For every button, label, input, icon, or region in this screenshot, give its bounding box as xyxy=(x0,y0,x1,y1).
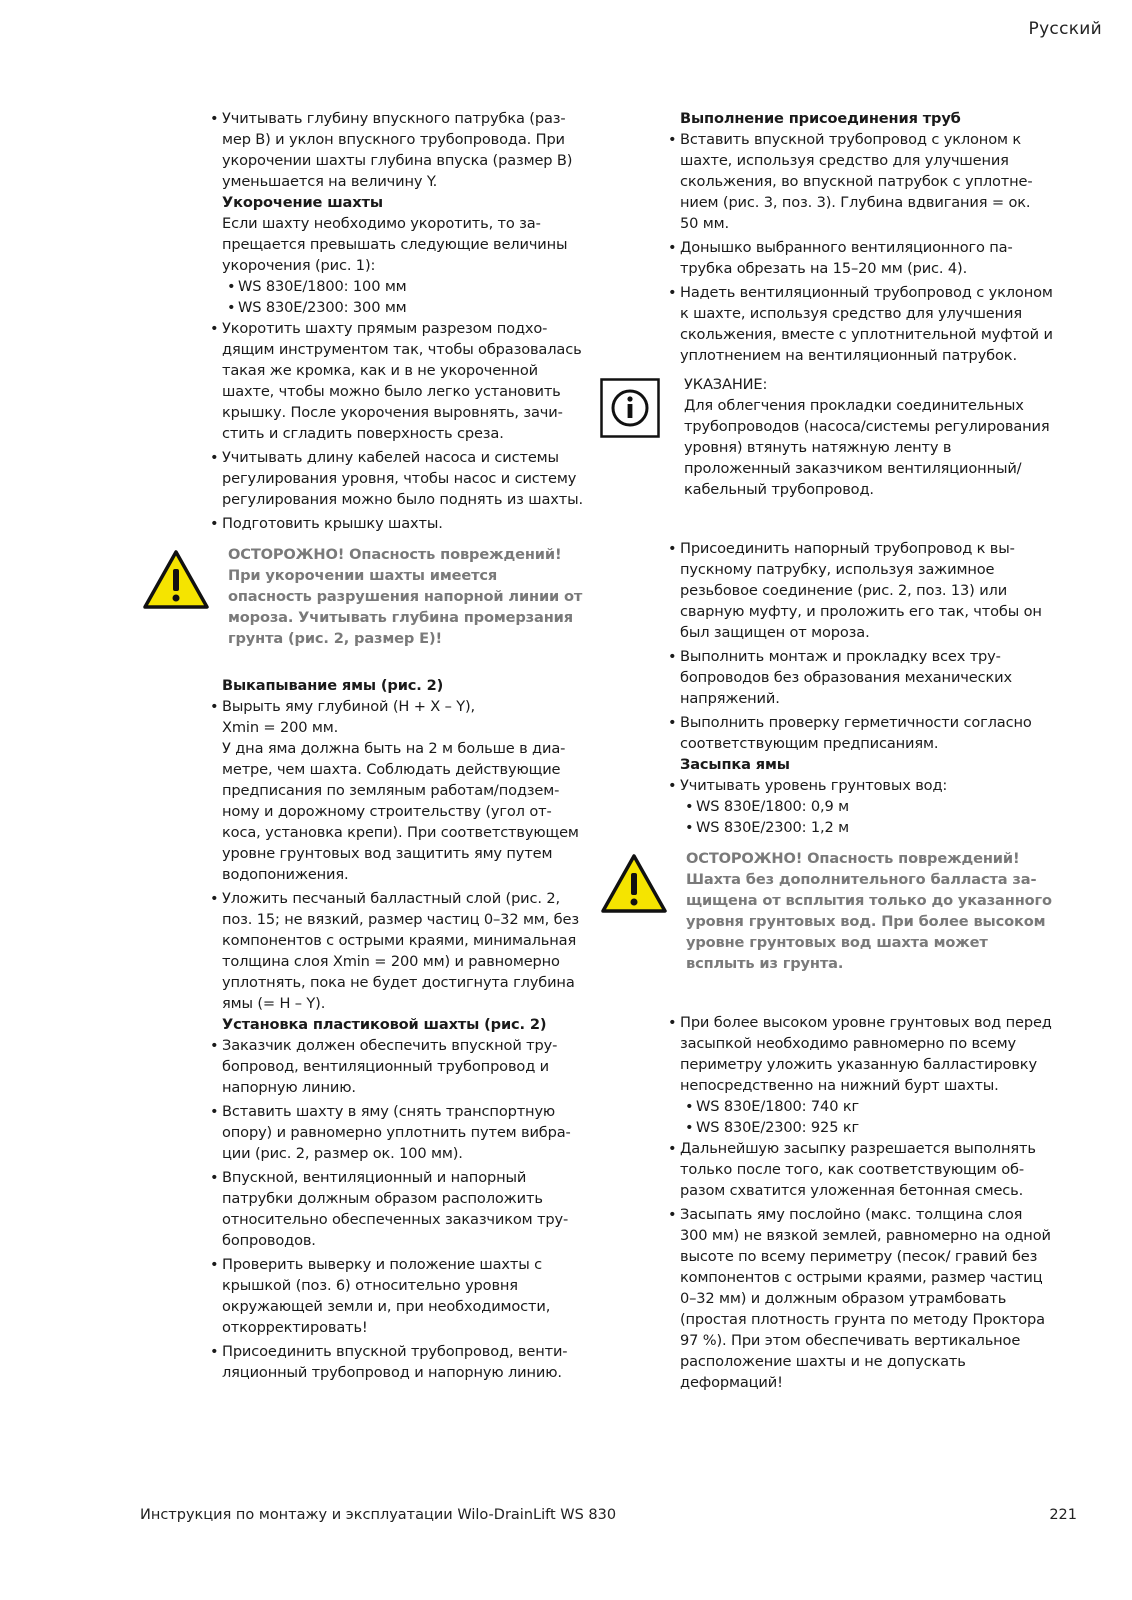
paragraph: Если шахту необходимо укоротить, то запрещается превышать следующие величины укорочения (рис. 1): xyxy=(222,215,568,274)
list-item: • Учитывать длину кабелей насоса и системы регулирования уровня, чтобы насос и систему регулирования можно было поднять из шахты. xyxy=(210,447,585,510)
list-item: • Засыпать яму послойно (макс. толщина слоя 300 мм) не вязкой землей, равномерно на одной высоте по всему периметру (песок/ гравий без компонентов с острыми краями, размер частиц 0–32 мм) и должным образом утрамбовать (простая плотность грунта по методу Проктора 97 %). При этом обеспечивать вертикальное расположение шахты и не допускать деформаций! xyxy=(668,1204,1053,1393)
section-heading-shortening: Укорочение шахты xyxy=(222,194,383,211)
sub-list-item: • WS 830E/2300: 925 кг xyxy=(668,1117,1053,1138)
list-item: • Вырыть яму глубиной (H + X – Y), xyxy=(210,696,585,717)
paragraph: У дна яма должна быть на 2 м больше в диаметре, чем шахта. Соблюдать действующие предписания по земляным работам/подземному и дорожному строительству (угол откоса, установка крепи). При соответствующем уровне грунтовых вод защитить яму путем водопонижения. xyxy=(222,740,579,883)
list-item: • Выполнить монтаж и прокладку всех трубопроводов без образования механических напряжений. xyxy=(668,646,1053,709)
info-icon xyxy=(600,378,660,438)
warning-triangle-icon xyxy=(600,853,668,915)
paragraph: Xmin = 200 мм. xyxy=(222,719,339,736)
section-heading-excavation: Выкапывание ямы (рис. 2) xyxy=(222,677,444,694)
list-item: • Дальнейшую засыпку разрешается выполнять только после того, как соответствующим образом схватится уложенная бетонная смесь. xyxy=(668,1138,1053,1201)
left-column xyxy=(210,108,585,1383)
note-title: УКАЗАНИЕ: xyxy=(684,376,768,393)
sub-list-item: • WS 830E/1800: 100 мм xyxy=(210,276,585,297)
list-item: • Учитывать глубину впускного патрубка (размер B) и уклон впускного трубопровода. При укорочении шахты глубина впуска (размер B) уменьшается на величину Y. xyxy=(210,108,585,192)
list-item: • Заказчик должен обеспечить впускной трубопровод, вентиляционный трубопровод и напорную линию. xyxy=(210,1035,585,1098)
sub-list-item: • WS 830E/2300: 1,2 м xyxy=(668,817,1053,838)
list-item: • Вставить впускной трубопровод с уклоном к шахте, используя средство для улучшения скольжения, во впускной патрубок с уплотнением (рис. 3, поз. 3). Глубина вдвигания = ок. 50 мм. xyxy=(668,129,1053,234)
list-item: • Укоротить шахту прямым разрезом подходящим инструментом так, чтобы образовалась такая же кромка, как и в не укороченной шахте, чтобы можно было легко установить крышку. После укорочения выровнять, зачистить и сгладить поверхность среза. xyxy=(210,318,585,444)
list-item: • Выполнить проверку герметичности согласно соответствующим предписаниям. xyxy=(668,712,1053,754)
right-column xyxy=(668,108,1053,1393)
list-item: • Проверить выверку и положение шахты с крышкой (поз. 6) относительно уровня окружающей земли и, при необходимости, откорректировать! xyxy=(210,1254,585,1338)
footer-title: Инструкция по монтажу и эксплуатации Wilo-DrainLift WS 830 xyxy=(140,1507,617,1523)
list-item: • Подготовить крышку шахты. xyxy=(210,513,585,534)
note-text: Для облегчения прокладки соединительных трубопроводов (насоса/системы регулирования уровня) втянуть натяжную ленту в проложенный заказчиком вентиляционный/ кабельный трубопровод. xyxy=(684,397,1050,498)
section-heading-installation: Установка пластиковой шахты (рис. 2) xyxy=(222,1016,547,1033)
section-heading-pipes: Выполнение присоединения труб xyxy=(680,110,961,127)
sub-list-item: • WS 830E/1800: 740 кг xyxy=(668,1096,1053,1117)
list-item: • Присоединить напорный трубопровод к выпускному патрубку, используя зажимное резьбовое соединение (рис. 2, поз. 13) или сварную муфту, и проложить его так, чтобы он был защищен от мороза. xyxy=(668,538,1053,643)
list-item: • Учитывать уровень грунтовых вод: xyxy=(668,775,1053,796)
warning-block xyxy=(668,848,1053,974)
list-item: • Впускной, вентиляционный и напорный патрубки должным образом расположить относительно обеспеченных заказчиком трубопроводов. xyxy=(210,1167,585,1251)
list-item: • Донышко выбранного вентиляционного патрубка обрезать на 15–20 мм (рис. 4). xyxy=(668,237,1053,279)
language-label: Русский xyxy=(1028,19,1102,39)
note-block xyxy=(668,374,1053,500)
warning-text: ОСТОРОЖНО! Опасность повреждений! При укорочении шахты имеется опасность разрушения напорной линии от мороза. Учитывать глубина промерзания грунта (рис. 2, размер E)! xyxy=(228,546,583,647)
list-item: • Уложить песчаный балластный слой (рис. 2, поз. 15; не вязкий, размер частиц 0–32 мм, без компонентов с острыми краями, минимальная толщина слоя Xmin = 200 мм) и равномерно уплотнять, пока не будет достигнута глубина ямы (= H – Y). xyxy=(210,888,585,1014)
sub-list-item: • WS 830E/2300: 300 мм xyxy=(210,297,585,318)
section-heading-backfill: Засыпка ямы xyxy=(680,756,790,773)
warning-block xyxy=(210,544,585,649)
list-item: • Надеть вентиляционный трубопровод с уклоном к шахте, используя средство для улучшения скольжения, вместе с уплотнительной муфтой и уплотнением на вентиляционный патрубок. xyxy=(668,282,1053,366)
list-item: • Присоединить впускной трубопровод, вентиляционный трубопровод и напорную линию. xyxy=(210,1341,585,1383)
sub-list-item: • WS 830E/1800: 0,9 м xyxy=(668,796,1053,817)
page-number: 221 xyxy=(1049,1507,1077,1523)
warning-text: ОСТОРОЖНО! Опасность повреждений! Шахта без дополнительного балласта защищена от всплытия только до указанного уровня грунтовых вод. При более высоком уровне грунтовых вод шахта может всплыть из грунта. xyxy=(686,850,1052,972)
warning-triangle-icon xyxy=(142,549,210,611)
list-item: • Вставить шахту в яму (снять транспортную опору) и равномерно уплотнить путем вибрации (рис. 2, размер ок. 100 мм). xyxy=(210,1101,585,1164)
list-item: • При более высоком уровне грунтовых вод перед засыпкой необходимо равномерно по всему периметру уложить указанную балластировку непосредственно на нижний бурт шахты. xyxy=(668,1012,1053,1096)
